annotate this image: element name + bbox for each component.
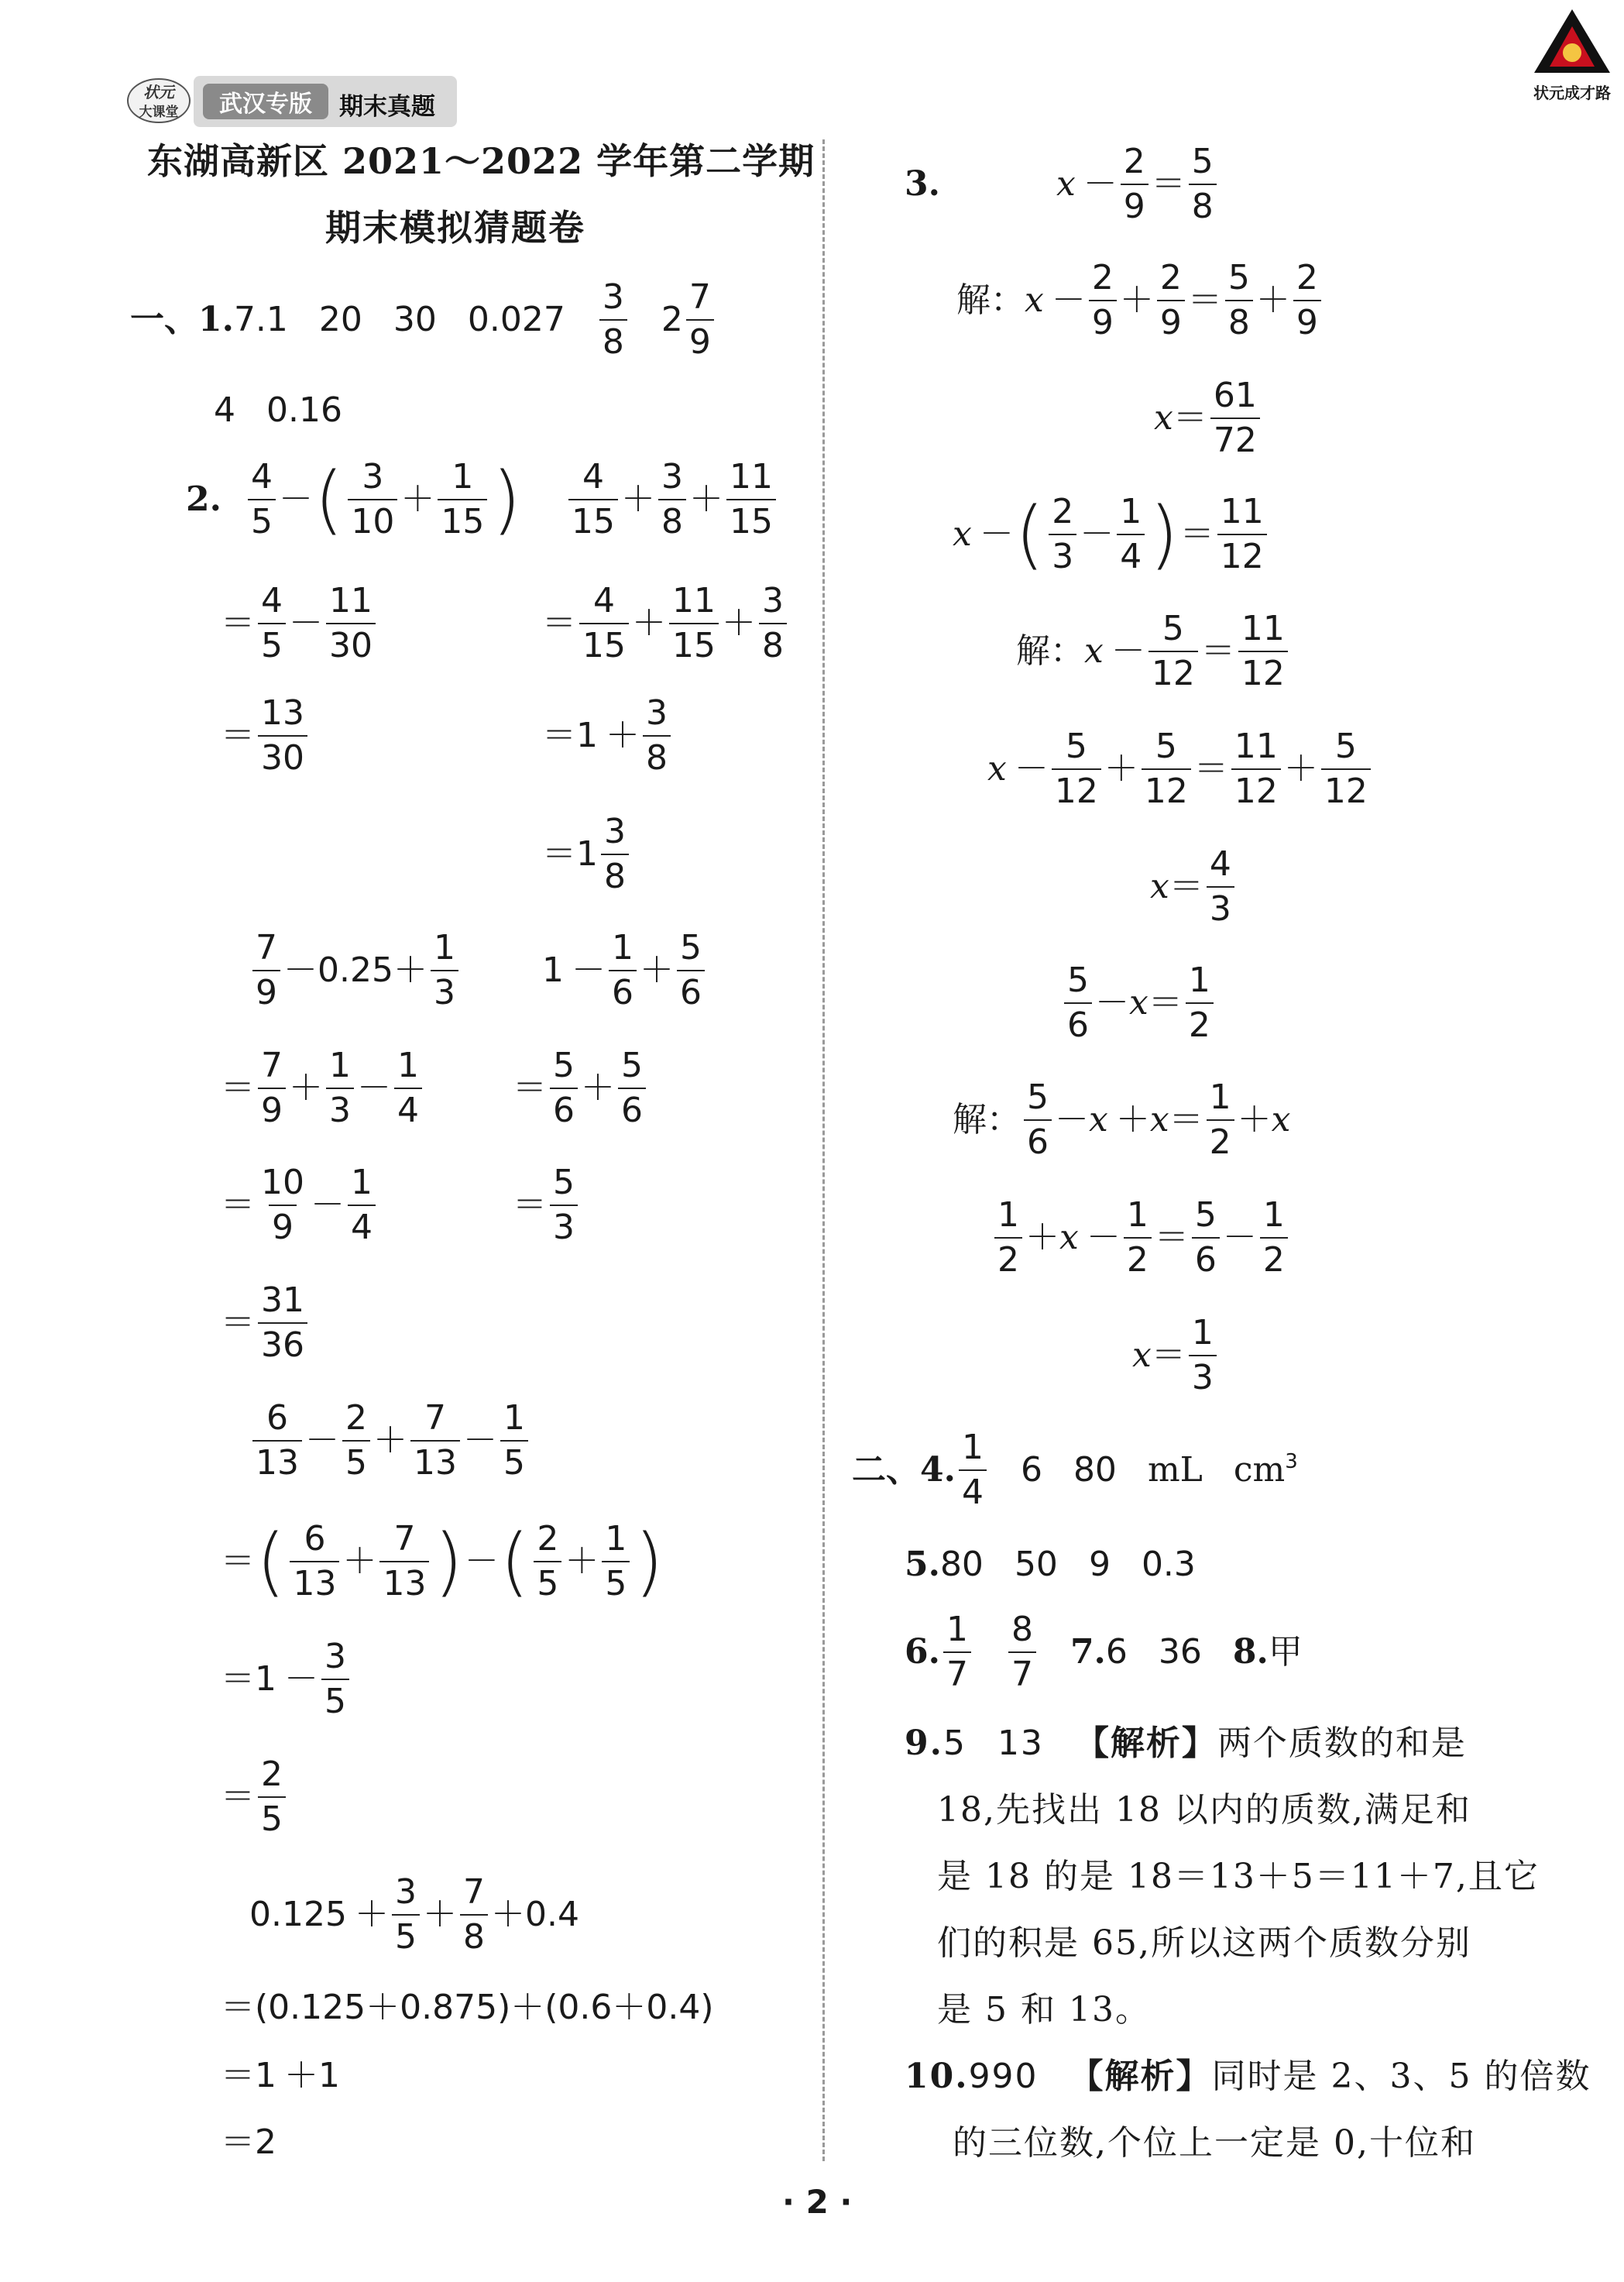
q2-step: ＝1 3 8: [542, 809, 632, 899]
q4-unit-exponent: 3: [1285, 1450, 1298, 1473]
q2-step: ＝ 2 5: [221, 1752, 289, 1842]
header-badge: [203, 84, 328, 119]
q2-expression-5: 6 13 － 2 5 ＋ 7 13 － 1 5: [249, 1396, 531, 1486]
svg-text:大课堂: 大课堂: [139, 105, 179, 120]
brand-text: 状元成才路: [1533, 84, 1611, 102]
q8-value: 甲: [1268, 1632, 1303, 1672]
q10-line2: 的三位数,个位上一定是 0,十位和: [953, 2123, 1476, 2163]
q3-step: x ＝ 1 3: [1132, 1311, 1220, 1400]
q2-label: 2.: [186, 479, 221, 519]
q2-expression-4: 1 － 1 6 ＋ 5 6: [542, 926, 708, 1016]
q2-step: ＝ 5 3: [513, 1160, 581, 1250]
page-title-line1: 东湖高新区 2021～2022 学年第二学期: [147, 140, 815, 182]
q2-step: ＝1 － 3 5: [221, 1634, 352, 1724]
q5-value: 80: [939, 1545, 984, 1584]
q4-unit: mL: [1147, 1450, 1203, 1490]
q2-step: ＝ 13 30: [221, 691, 311, 781]
q4-answer: [852, 1425, 1298, 1515]
q2-step: ＝1 ＋ 3 8: [542, 691, 674, 781]
q9-line5: 是 5 和 13。: [937, 1990, 1151, 2029]
q3-equation-1: 3. x － 2 9 ＝ 5 8: [905, 139, 1220, 229]
page-title-line2: 期末模拟猜题卷: [325, 207, 585, 249]
q1-value: 20: [318, 300, 362, 339]
q1-answer-line2: [214, 387, 342, 434]
q3-step: 1 2 ＋ x － 1 2 ＝ 5 6 － 1 2: [991, 1193, 1291, 1283]
q2-expression-3: 7 9 －0.25＋ 1 3: [249, 926, 462, 1016]
q6-q8-answers: [905, 1607, 1303, 1697]
q5-answer: [905, 1541, 1196, 1588]
q3-step: 解： 5 6 － x ＋ x ＝ 1 2 ＋ x: [953, 1077, 1291, 1162]
q1-value: 0.16: [266, 390, 342, 430]
q2-step: ＝1 ＋1: [221, 2056, 340, 2095]
q1-mixed-whole: 2: [661, 300, 683, 339]
q9-explanation: [905, 1710, 1540, 2043]
q6-label: 6.: [905, 1632, 940, 1672]
brand-emblem-icon: [1530, 6, 1615, 77]
q4-fraction: 1 4: [959, 1431, 987, 1510]
q6-fraction: 1 7: [943, 1613, 971, 1692]
q2-step: ＝ 4 15 ＋ 11 15 ＋ 3 8: [542, 579, 790, 668]
q1-mixed-fraction: 7 9: [686, 280, 714, 359]
q3-step: x － 5 12 ＋ 5 12 ＝ 11 12 ＋ 5 12: [987, 724, 1374, 814]
q3-equation-2: x － ( 2 3 － 1 4 ) ＝ 11 12: [953, 490, 1270, 579]
q5-value: 0.3: [1141, 1545, 1196, 1584]
q3-step: x ＝ 61 72: [1154, 373, 1263, 463]
column-divider: [822, 139, 825, 2161]
q2-step: ＝ 31 36: [221, 1278, 311, 1368]
q3-step: x ＝ 4 3: [1150, 842, 1238, 932]
q2-step: ＝ 7 9 ＋ 1 3 － 1 4: [221, 1043, 425, 1133]
q6-fraction: 8 7: [1008, 1613, 1036, 1692]
brand-logo: [1530, 6, 1615, 102]
q1-value: 7.1: [233, 300, 288, 339]
sec2-label: 二、4.: [852, 1450, 956, 1490]
q1-value: 4: [214, 390, 235, 430]
q2-step: ＝ 5 6 ＋ 5 6: [513, 1043, 649, 1133]
solution-label: 解：: [956, 280, 1025, 320]
q9-line1: 9.5 13 【解析】两个质数的和是: [905, 1724, 1467, 1763]
q3-label: 3.: [905, 164, 940, 204]
header-logo: [124, 71, 194, 125]
q9-line2: 18,先找出 18 以内的质数,满足和: [937, 1790, 1471, 1830]
q3-equation-3: 5 6 － x ＝ 1 2: [1061, 958, 1217, 1048]
q1-fraction: 3 8: [599, 280, 627, 359]
mascot-logo-icon: [124, 71, 194, 125]
q10-line1: 10.990 【解析】同时是 2、3、5 的倍数: [905, 2057, 1591, 2096]
q5-label: 5.: [905, 1545, 940, 1584]
q2-step: ＝ 4 5 － 11 30: [221, 579, 379, 668]
q9-line4: 们的积是 65,所以这两个质数分别: [937, 1923, 1471, 1963]
q5-value: 50: [1014, 1545, 1058, 1584]
q3-step: 解： x － 2 9 ＋ 2 9 ＝ 5 8 ＋ 2 9: [956, 256, 1324, 345]
q2-expression-2: 4 15 ＋ 3 8 ＋ 11 15: [565, 455, 779, 545]
q2-expression-1: 2. 4 5 － ( 3 10 ＋ 1 15 ): [186, 456, 521, 543]
q5-value: 9: [1088, 1545, 1111, 1584]
q9-line3: 是 18 的是 18＝13＋5＝11＋7,且它: [937, 1857, 1540, 1896]
q4-unit: cm: [1233, 1450, 1286, 1490]
q2-step: ＝(0.125＋0.875)＋(0.6＋0.4): [221, 1988, 714, 2027]
q1-value: 30: [393, 300, 437, 339]
q2-step: ＝ ( 6 13 ＋ 7 13 ) － ( 2 5 ＋ 1 5 ): [221, 1518, 664, 1605]
q4-value: 6: [1020, 1450, 1042, 1490]
header-badge-text: 武汉专版: [219, 91, 312, 118]
q1-answer-line1: [130, 275, 717, 365]
header-badge-label: 期末真题: [339, 93, 435, 121]
q3-step: 解： x － 5 12 ＝ 11 12: [1016, 607, 1291, 696]
svg-text:状元: 状元: [143, 83, 174, 101]
q4-value: 80: [1073, 1450, 1117, 1490]
q2-expression-6: 0.125 ＋ 3 5 ＋ 7 8 ＋0.4: [249, 1872, 579, 1957]
q10-explanation: [905, 2043, 1591, 2177]
q1-value: 0.027: [467, 300, 565, 339]
q2-step: ＝2: [221, 2122, 276, 2162]
sec1-label: 一、1.: [130, 300, 234, 339]
q2-step: ＝ 10 9 － 1 4: [221, 1160, 379, 1250]
q7-value: 36: [1158, 1632, 1202, 1672]
q8-label: 8.: [1232, 1632, 1269, 1672]
q7-label: 7.: [1070, 1632, 1106, 1672]
page-number: · 2 ·: [782, 2183, 853, 2221]
q7-value: 6: [1105, 1632, 1128, 1672]
